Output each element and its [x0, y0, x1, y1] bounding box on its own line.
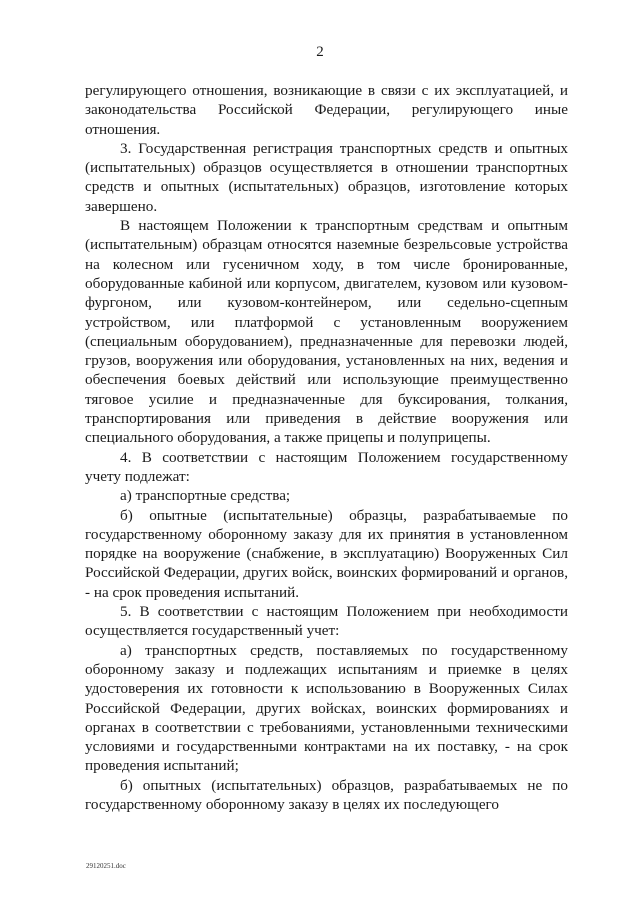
- page-number: 2: [316, 44, 324, 60]
- paragraph-item-4b: б) опытные (испытательные) образцы, разрабатываемые по государственному оборонному заказу для их принятия в установленном порядке на вооружение (снабжение, в эксплуатацию) Вооруженных Сил Российской Федерации, других войск, воинских формирований и органов, - на срок проведения испытаний.: [85, 506, 568, 601]
- paragraph-definition: В настоящем Положении к транспортным средствам и опытным (испытательным) образцам относятся наземные безрельсовые устройства на колесном или гусеничном ходу, в том числе бронированные, оборудованные кабиной или корпусом, двигателем, кузовом или кузовом-фургоном, или кузовом-контейнером, или седельно-сцепным устройством, или платформой с установленным вооружением (специальным оборудованием), предназначенные для перевозки людей, грузов, вооружения или оборудования, установленных на них, ведения и обеспечения боевых действий или использующие преимущественно тяговое усилие и предназначенные для буксирования, толкания, транспортирования или приведения в действие вооружения или специального оборудования, а также прицепы и полуприцепы.: [85, 217, 568, 447]
- paragraph-continuation: регулирующего отношения, возникающие в связи с их эксплуатацией, и законодательства Российской Федерации, регулирующего иные отношения.: [85, 82, 568, 138]
- paragraph-item-4: 4. В соответствии с настоящим Положением государственному учету подлежат:: [85, 448, 568, 485]
- paragraph-item-4a: а) транспортные средства;: [120, 487, 291, 505]
- document-filename-footer: 29120251.doc: [86, 862, 126, 870]
- paragraph-item-5: 5. В соответствии с настоящим Положением при необходимости осуществляется государственный учет:: [85, 603, 568, 640]
- document-body: [85, 81, 568, 814]
- paragraph-item-5a: а) транспортных средств, поставляемых по государственному оборонному заказу и подлежащих испытаниям и приемке в целях удостоверения их готовности к использованию в Вооруженных Силах Российской Федерации, других войсках, воинских формированиях и органах в соответствии с требованиями, установленными техническими условиями и государственными контрактами на их поставку, - на срок проведения испытаний;: [85, 641, 568, 775]
- paragraph-item-5b: б) опытных (испытательных) образцов, разрабатываемых не по государственному оборонному заказу в целях их последующего: [85, 776, 568, 813]
- paragraph-item-3: 3. Государственная регистрация транспортных средств и опытных (испытательных) образцов осуществляется в отношении транспортных средств и опытных (испытательных) образцов, изготовление которых завершено.: [85, 139, 568, 215]
